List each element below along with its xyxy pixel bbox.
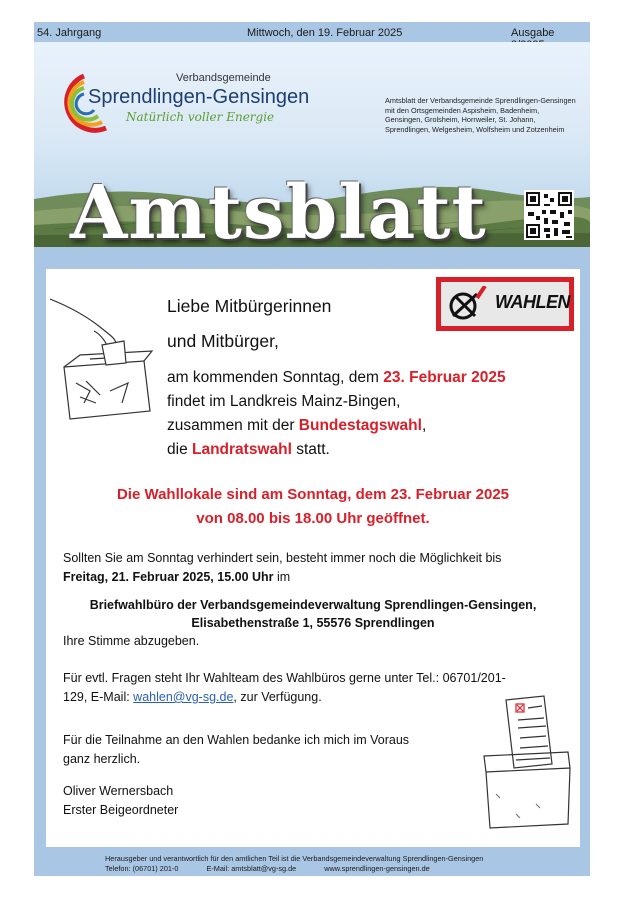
wahlen-badge-label: WAHLEN [495,292,570,312]
issue-number: Ausgabe [511,27,555,39]
signatory-title: Erster Beigeordneter [63,803,179,817]
footer-website: www.sprendlingen-gensingen.de [324,864,430,873]
logo-prefix: Verbandsgemeinde [176,72,271,84]
greeting-line-1: Liebe Mitbürgerinnen [167,296,332,316]
signatory-name: Oliver Wernersbach [63,784,174,798]
email-link[interactable]: wahlen@vg-sg.de [133,690,234,704]
issue-date: Mittwoch, den 19. Februar 2025 [247,27,403,39]
footer-publisher: Herausgeber und verantwortlich für den amtlichen Teil ist die Verbandsgemeindeverwaltung Sprendlingen-Gensingen [105,854,484,863]
volume-label: 54. Jahrgang [37,27,102,39]
footer-contact [105,864,456,873]
hero-banner [34,42,590,247]
page-footer [34,851,590,876]
postal-vote-paragraph: Sollten Sie am Sonntag verhindert sein, besteht immer noch die Möglichkeit bis Freitag, 21. Februar 2025, 15.00 Uhr im [63,551,502,584]
footer-email: E-Mail: amtsblatt@vg-sg.de [206,864,297,873]
logo-name: Sprendlingen-Gensingen [88,86,310,108]
logo-slogan: Natürlich voller Energie [126,110,275,124]
postal-vote-office: Briefwahlbüro der Verbandsgemeindeverwaltung Sprendlingen-Gensingen, Elisabethenstraße 1, 55576 Sprendlingen [89,598,537,630]
vote-instruction: Ihre Stimme abzugeben. [63,634,200,648]
thanks-paragraph: Für die Teilnahme an den Wahlen bedanke ich mich im Voraus ganz herzlich. [63,733,410,766]
polling-hours-notice: Die Wahllokale sind am Sonntag, dem 23. Februar 2025 von 08.00 bis 18.00 Uhr geöffnet. [116,486,510,527]
wahlen-badge [436,277,574,331]
intro-paragraph: am kommenden Sonntag, dem 23. Februar 2025 findet im Landkreis Mainz-Bingen, zusammen mit der Bundestagswahl, die Landratswahl statt. [167,369,506,458]
masthead-title: Amtsblatt [70,170,487,247]
publication-description: Amtsblatt der Verbandsgemeinde Sprendlingen-Gensingen mit den Ortsgemeinden Aspisheim, Badenheim, Gensingen, Grolsheim, Horrweiler, St. Johann, Sprendlingen, Welgesheim, Wolfsheim und Zotzenheim [385,96,576,134]
ballot-cross-icon [447,286,487,322]
ballot-box-hand-illustration [50,291,168,421]
contact-paragraph: Für evtl. Fragen steht Ihr Wahlteam des Wahlbüros gerne unter Tel.: 06701/201- 129, E-Mail: wahlen@vg-sg.de, zur Verfügung. [63,671,506,704]
election-notice-article [46,269,580,847]
greeting-line-2: und Mitbürger, [167,331,279,351]
masthead-info-bar [34,22,590,42]
ballot-box-with-paper-illustration [476,694,576,834]
qr-code-icon [524,190,574,240]
footer-phone: Telefon: (06701) 201-0 [105,864,179,873]
